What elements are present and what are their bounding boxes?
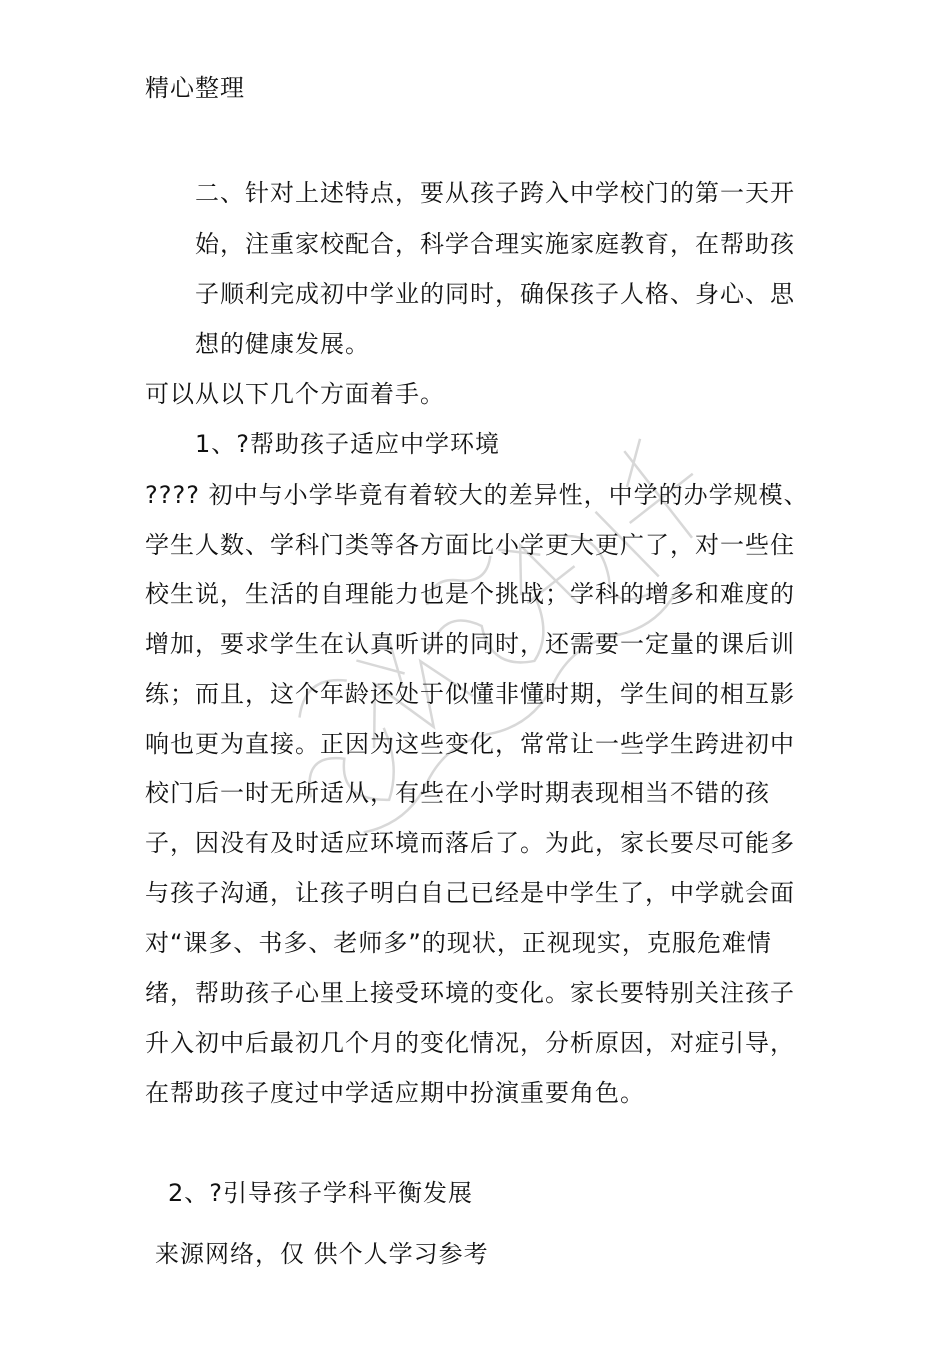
intro-line-1: 二、针对上述特点，要从孩子跨入中学校门的第一天开 xyxy=(195,179,795,207)
intro-line-4: 想的健康发展。 xyxy=(195,330,370,358)
section1-line-8: 子，因没有及时适应环境而落后了。为此，家长要尽可能多 xyxy=(145,829,795,857)
section1-line-1: ???? 初中与小学毕竟有着较大的差异性，中学的办学规模、 xyxy=(145,481,809,509)
section1-line-7: 校门后一时无所适从，有些在小学时期表现相当不错的孩 xyxy=(145,779,770,807)
lead-in-text: 可以从以下几个方面着手。 xyxy=(145,380,445,408)
section1-line-6: 响也更为直接。正因为这些变化，常常让一些学生跨进初中 xyxy=(145,730,795,758)
section1-line-4: 增加，要求学生在认真听讲的同时，还需要一定量的课后训 xyxy=(145,630,795,658)
page-footer: 来源网络，仅 供个人学习参考 xyxy=(155,1240,489,1268)
page-header: 精心整理 xyxy=(145,74,245,102)
section1-line-10: 对“课多、书多、老师多”的现状，正视现实，克服危难情 xyxy=(145,929,772,957)
intro-line-3: 子顺利完成初中学业的同时，确保孩子人格、身心、思 xyxy=(195,280,795,308)
section1-line-9: 与孩子沟通，让孩子明白自己已经是中学生了，中学就会面 xyxy=(145,879,795,907)
section1-line-5: 练；而且，这个年龄还处于似懂非懂时期，学生间的相互影 xyxy=(145,680,795,708)
section1-line-13: 在帮助孩子度过中学适应期中扮演重要角色。 xyxy=(145,1079,645,1107)
section1-line-3: 校生说，生活的自理能力也是个挑战；学科的增多和难度的 xyxy=(145,580,795,608)
section1-line-2: 学生人数、学科门类等各方面比小学更大更广了，对一些住 xyxy=(145,531,795,559)
section1-line-12: 升入初中后最初几个月的变化情况，分析原因，对症引导， xyxy=(145,1029,795,1057)
section1-line-11: 绪，帮助孩子心里上接受环境的变化。家长要特别关注孩子 xyxy=(145,979,795,1007)
section1-heading: 1、?帮助孩子适应中学环境 xyxy=(195,430,501,458)
section2-heading: 2、?引导孩子学科平衡发展 xyxy=(168,1179,474,1207)
intro-line-2: 始，注重家校配合，科学合理实施家庭教育，在帮助孩 xyxy=(195,230,795,258)
